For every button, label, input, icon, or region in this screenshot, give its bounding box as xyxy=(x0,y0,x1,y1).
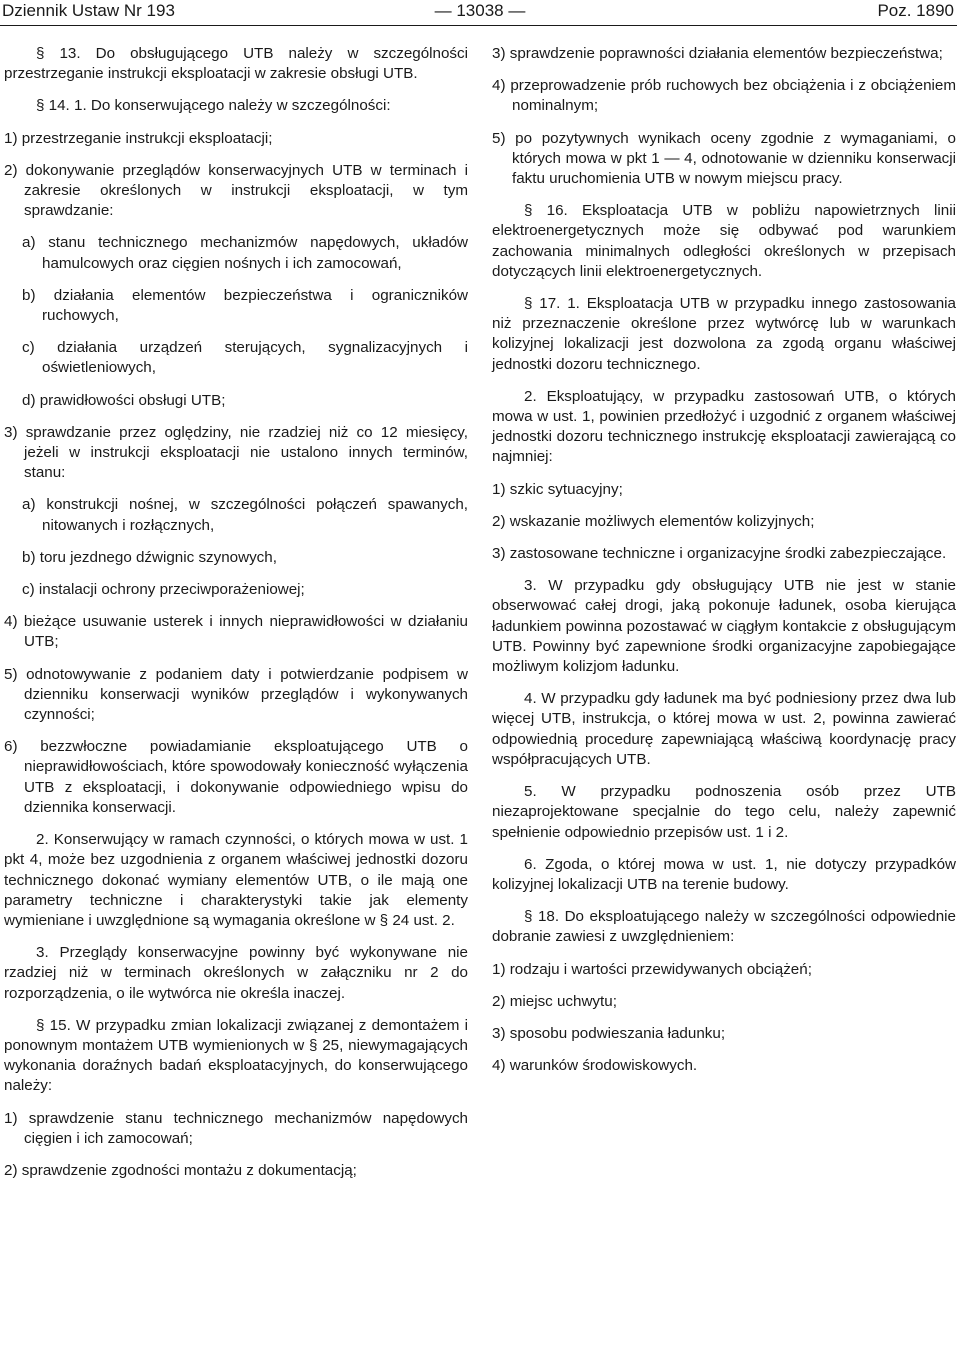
journal-title: Dziennik Ustaw Nr 193 xyxy=(2,1,175,20)
list-item: 1) rodzaju i wartości przewidywanych obciążeń; xyxy=(492,960,812,978)
page-header xyxy=(0,0,956,26)
list-item: 2) sprawdzenie zgodności montażu z dokumentacją; xyxy=(4,1161,357,1179)
sub-list-item: d) prawidłowości obsługi UTB; xyxy=(22,391,226,409)
paragraph-17-6: 6. Zgoda, o której mowa w ust. 1, nie dotyczy przypadków kolizyjnej lokalizacji UTB na terenie budowy. xyxy=(492,855,956,893)
header-rule xyxy=(0,25,957,26)
paragraph-15-intro: § 15. W przypadku zmian lokalizacji związanej z demontażem i ponownym montażem UTB wymienionych w § 25, niewymagających wykonania doraźnych badań eksploatacyjnych, do konserwującego należy: xyxy=(4,1016,468,1095)
list-item: 4) warunków środowiskowych. xyxy=(492,1057,698,1075)
paragraph-17-2: 2. Eksploatujący, w przypadku zastosowań UTB, o których mowa w ust. 1, powinien przedłożyć i uzgodnić z organem właściwej jednostki dozoru technicznego instrukcję eksploatacji zawierającą co najmniej: xyxy=(492,387,956,466)
list-item: 1) sprawdzenie stanu technicznego mechanizmów napędowych cięgien i ich zamocowań; xyxy=(4,1109,468,1147)
sub-list-item: a) konstrukcji nośnej, w szczególności połączeń spawanych, nitowanych i rozłącznych, xyxy=(22,496,468,534)
paragraph-18-intro: § 18. Do eksploatującego należy w szczególności odpowiednie dobranie zawiesi z uwzględnieniem: xyxy=(492,908,956,946)
list-item: 6) bezzwłoczne powiadamianie eksploatującego UTB o nieprawidłowościach, które spowodowały konieczność wyłączenia UTB z eksploatacji, i dokonywanie odpowiedniego wpisu do dziennika konserwacji. xyxy=(4,738,468,816)
paragraph-17-1: § 17. 1. Eksploatacja UTB w przypadku innego zastosowania niż przeznaczenie określone przez wytwórcę lub w warunkach kolizyjnej lokalizacji jest dozwolona za zgodą organu właściwej jednostki dozoru technicznego. xyxy=(492,295,956,373)
list-item: 5) po pozytywnych wynikach oceny zgodnie z wymaganiami, o których mowa w pkt 1 — 4, odnotowanie w dzienniku konserwacji faktu uruchomienia UTB w nowym miejscu pracy. xyxy=(492,129,956,188)
list-item: 3) sprawdzanie przez oględziny, nie rzadziej niż co 12 miesięcy, jeżeli w instrukcji eksploatacji nie ustalono innych terminów, stanu: xyxy=(4,423,468,482)
list-item: 2) miejsc uchwytu; xyxy=(492,992,617,1010)
paragraph-17-3: 3. W przypadku gdy obsługujący UTB nie jest w stanie obserwować całej drogi, jaką pokonuje ładunek, osoba kierująca ładunkiem powinna pozostawać w ciągłym kontakcie z obsługującym UTB. Powinny być zapewnione środki organizacyjne zapobiegające możliwym kolizjom ładunku. xyxy=(492,577,956,676)
list-item: 3) zastosowane techniczne i organizacyjne środki zabezpieczające. xyxy=(492,545,947,563)
paragraph-17-5: 5. W przypadku podnoszenia osób przez UTB niezaprojektowane specjalnie do tego celu, należy zapewnić spełnienie odpowiednio przepisów ust. 1 i 2. xyxy=(492,783,956,841)
paragraph-14-2: 2. Konserwujący w ramach czynności, o których mowa w ust. 1 pkt 4, może bez uzgodnienia z organem właściwej jednostki dozoru technicznego dokonać wymiany elementów UTB, o ile mają one parametry techniczne i charakterystyki takie jak elementy wymieniane i uwzględnione są wymagania określone w § 24 ust. 2. xyxy=(4,831,468,929)
list-item: 2) dokonywanie przeglądów konserwacyjnych UTB w terminach i zakresie określonych w instrukcji eksploatacji, w tym sprawdzanie: xyxy=(4,161,468,220)
list-item: 5) odnotowywanie z podaniem daty i potwierdzanie podpisem w dzienniku konserwacji wyników przeglądów i wykonywanych czynności; xyxy=(4,665,468,724)
paragraph-17-4: 4. W przypadku gdy ładunek ma być podniesiony przez dwa lub więcej UTB, instrukcja, o której mowa w ust. 2, powinna zawierać odpowiednią procedurę zapewniającą właściwą koordynację pracy współpracujących UTB. xyxy=(492,690,956,768)
left-column xyxy=(4,44,468,1181)
right-column xyxy=(492,44,956,1076)
list-item: 3) sprawdzenie poprawności działania elementów bezpieczeństwa; xyxy=(492,45,943,62)
list-item: 1) szkic sytuacyjny; xyxy=(492,480,623,498)
list-item: 4) przeprowadzenie prób ruchowych bez obciążenia i z obciążeniem nominalnym; xyxy=(492,77,956,115)
paragraph-14-3: 3. Przeglądy konserwacyjne powinny być wykonywane nie rzadziej niż w terminach określonych w załączniku nr 2 do rozporządzenia, o ile wytwórca nie określa inaczej. xyxy=(4,944,468,1002)
sub-list-item: b) toru jezdnego dźwignic szynowych, xyxy=(22,548,277,566)
paragraph-16: § 16. Eksploatacja UTB w pobliżu napowietrznych linii elektroenergetycznych może się odbywać pod warunkiem zachowania minimalnych odległości określonych w przepisach dotyczących linii elektroenergetycznych. xyxy=(492,202,956,280)
list-item: 1) przestrzeganie instrukcji eksploatacji; xyxy=(4,129,273,147)
sub-list-item: c) działania urządzeń sterujących, sygnalizacyjnych i oświetleniowych, xyxy=(22,339,468,377)
list-item: 3) sposobu podwieszania ładunku; xyxy=(492,1024,726,1042)
page-number: — 13038 — xyxy=(434,1,526,20)
sub-list-item: c) instalacji ochrony przeciwporażeniowej; xyxy=(22,581,305,599)
sub-list-item: a) stanu technicznego mechanizmów napędowych, układów hamulcowych oraz cięgien nośnych i ich zamocowań, xyxy=(22,234,468,272)
list-item: 4) bieżące usuwanie usterek i innych nieprawidłowości w działaniu UTB; xyxy=(4,613,468,651)
position-number: Poz. 1890 xyxy=(877,1,954,20)
list-item: 2) wskazanie możliwych elementów kolizyjnych; xyxy=(492,512,815,530)
sub-list-item: b) działania elementów bezpieczeństwa i ograniczników ruchowych, xyxy=(22,286,468,325)
paragraph-14-intro: § 14. 1. Do konserwującego należy w szczególności: xyxy=(36,97,391,115)
paragraph-13: § 13. Do obsługującego UTB należy w szczególności przestrzeganie instrukcji eksploatacji w zakresie obsługi UTB. xyxy=(4,45,468,83)
